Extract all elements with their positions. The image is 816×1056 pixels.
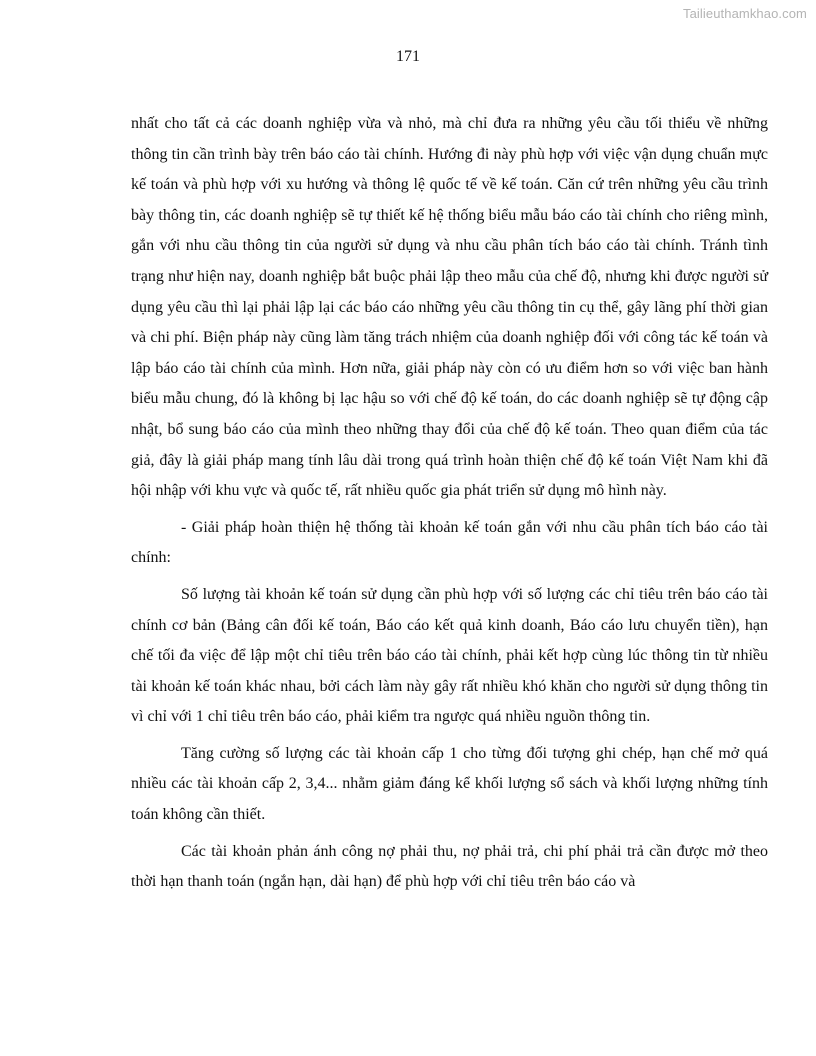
paragraph-account-count: Số lượng tài khoản kế toán sử dụng cần phù hợp với số lượng các chỉ tiêu trên báo cáo tài chính cơ bản (Bảng cân đối kế toán, Báo cáo kết quả kinh doanh, Báo cáo lưu chuyển tiền), hạn chế tối đa việc để lập một chỉ tiêu trên báo cáo tài chính, phải kết hợp cùng lúc thông tin từ nhiều tài khoản kế toán khác nhau, bởi cách làm này gây rất nhiều khó khăn cho người sử dụng thông tin vì chỉ với 1 chỉ tiêu trên báo cáo, phải kiểm tra ngược quá nhiều nguồn thông tin.: [131, 585, 768, 726]
page-body: [131, 109, 768, 904]
paragraph-level1-accounts: Tăng cường số lượng các tài khoản cấp 1 cho từng đối tượng ghi chép, hạn chế mở quá nhiều các tài khoản cấp 2, 3,4... nhằm giảm đáng kể khối lượng sổ sách và khối lượng những tính toán không cần thiết.: [131, 744, 768, 824]
paragraph-receivables-payables: Các tài khoản phản ánh công nợ phải thu, nợ phải trả, chi phí phải trả cần được mở theo thời hạn thanh toán (ngắn hạn, dài hạn) để phù hợp với chỉ tiêu trên báo cáo và: [131, 842, 768, 891]
paragraph-continuation: nhất cho tất cả các doanh nghiệp vừa và nhỏ, mà chỉ đưa ra những yêu cầu tối thiểu về những thông tin cần trình bày trên báo cáo tài chính. Hướng đi này phù hợp với việc vận dụng chuẩn mực kế toán và phù hợp với xu hướng và thông lệ quốc tế về kế toán. Căn cứ trên những yêu cầu trình bày thông tin, các doanh nghiệp sẽ tự thiết kế hệ thống biểu mẫu báo cáo tài chính cho riêng mình, gắn với nhu cầu thông tin của người sử dụng và nhu cầu phân tích báo cáo tài chính. Tránh tình trạng như hiện nay, doanh nghiệp bắt buộc phải lập theo mẫu của chế độ, nhưng khi được người sử dụng yêu cầu thì lại phải lập lại các báo cáo những yêu cầu thông tin cụ thể, gây lãng phí thời gian và chi phí. Biện pháp này cũng làm tăng trách nhiệm của doanh nghiệp đối với công tác kế toán và lập báo cáo tài chính của mình. Hơn nữa, giải pháp này còn có ưu điểm hơn so với việc ban hành biểu mẫu chung, đó là không bị lạc hậu so với chế độ kế toán, do các doanh nghiệp sẽ tự động cập nhật, bổ sung báo cáo của mình theo những thay đổi của chế độ kế toán. Theo quan điểm của tác giả, đây là giải pháp mang tính lâu dài trong quá trình hoàn thiện chế độ kế toán Việt Nam khi đã hội nhập với khu vực và quốc tế, rất nhiều quốc gia phát triển sử dụng mô hình này.: [131, 115, 768, 500]
watermark: Tailieuthamkhao.com: [682, 6, 807, 21]
page-number: 171: [396, 48, 420, 65]
paragraph-solution-heading: - Giải pháp hoàn thiện hệ thống tài khoản kế toán gắn với nhu cầu phân tích báo cáo tài chính:: [131, 518, 768, 567]
